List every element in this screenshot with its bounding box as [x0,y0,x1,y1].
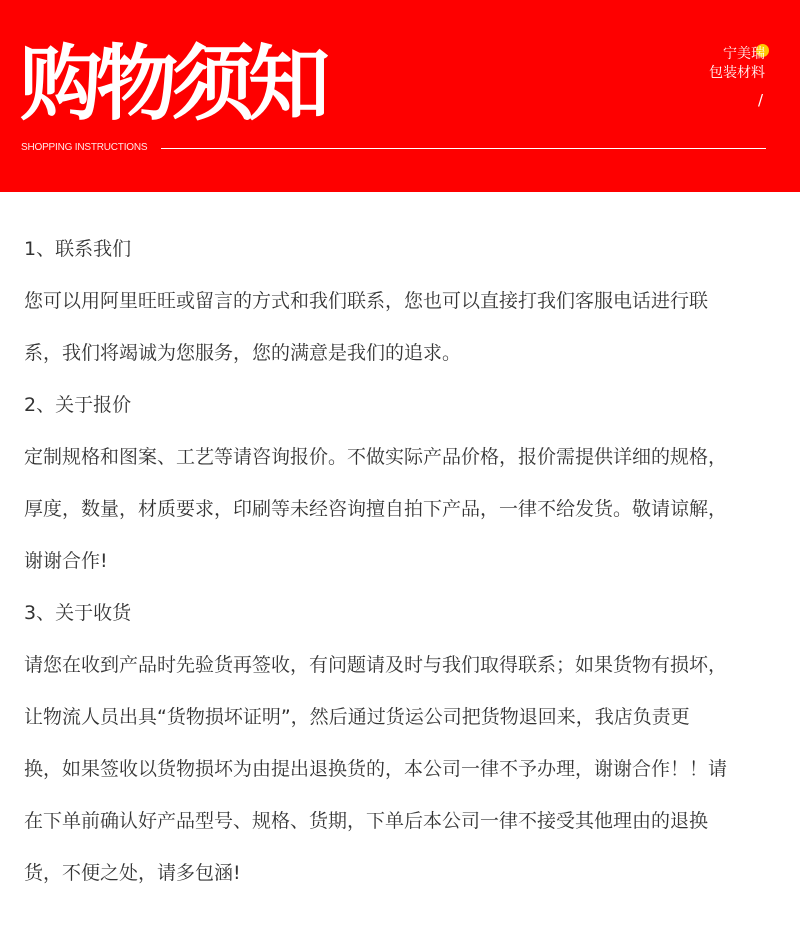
paragraph-line: 货，不便之处，请多包涵! [24,862,241,884]
paragraph-line: 厚度，数量，材质要求，印刷等未经咨询擅自拍下产品，一律不给发货。敬请谅解， [24,498,728,520]
page-subtitle: SHOPPING INSTRUCTIONS [21,142,148,153]
brand-name: 宁美瑞 [723,46,765,62]
paragraph-line: 请您在收到产品时先验货再签收，有问题请及时与我们取得联系；如果货物有损坏， [24,654,728,676]
paragraph-line: 您可以用阿里旺旺或留言的方式和我们联系，您也可以直接打我们客服电话进行联 [24,290,709,312]
paragraph-line: 让物流人员出具“货物损坏证明”，然后通过货运公司把货物退回来，我店负责更 [24,706,690,728]
slash-mark: / [758,91,764,109]
brand-label [709,45,765,83]
section-heading: 3、关于收货 [24,602,132,624]
page-title: 购物须知 [20,37,325,132]
section-heading: 2、关于报价 [24,394,132,416]
section-contact [24,223,784,379]
header-banner [0,0,800,192]
section-receiving [24,587,784,899]
paragraph-line: 在下单前确认好产品型号、规格、货期，下单后本公司一律不接受其他理由的退换 [24,810,709,832]
paragraph-line: 系，我们将竭诚为您服务，您的满意是我们的追求。 [24,342,462,364]
brand-tagline: 包装材料 [709,65,765,81]
paragraph-line: 谢谢合作! [24,550,108,572]
instructions-body [24,223,784,899]
paragraph-line: 定制规格和图案、工艺等请咨询报价。不做实际产品价格，报价需提供详细的规格， [24,446,728,468]
divider-line [161,148,766,149]
section-heading: 1、联系我们 [24,238,132,260]
paragraph-line: 换，如果签收以货物损坏为由提出退换货的，本公司一律不予办理，谢谢合作！！请 [24,758,728,780]
section-quotation [24,379,784,587]
